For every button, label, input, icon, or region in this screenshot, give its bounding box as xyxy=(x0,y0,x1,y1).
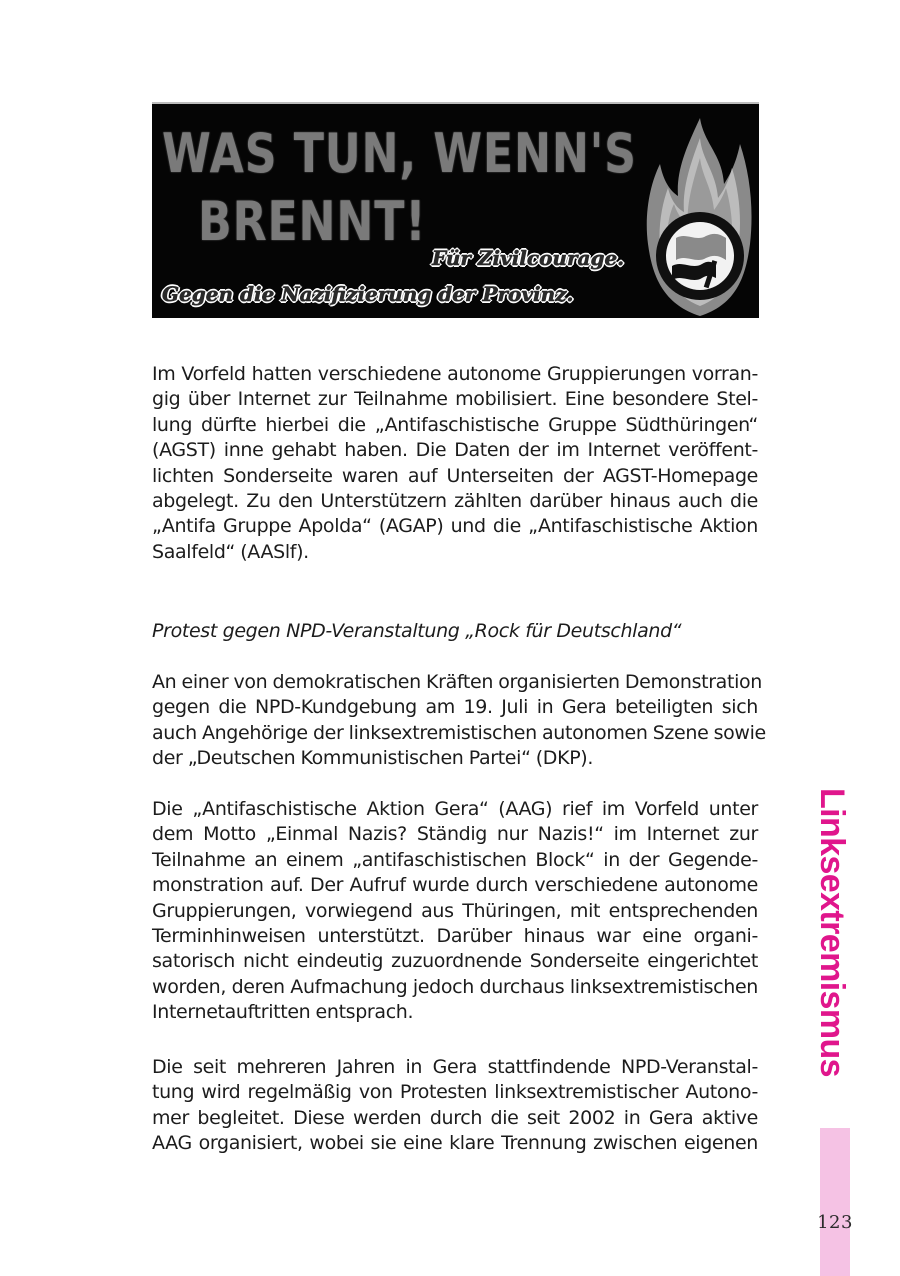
paragraph-2 xyxy=(152,670,766,772)
banner-image xyxy=(152,102,759,318)
banner-headline-line2: BRENNT! xyxy=(198,190,427,253)
text-line: monstration auf. Der Aufruf wurde durch verschiedene autonome xyxy=(152,874,758,897)
text-line: Saalfeld“ (AASlf). xyxy=(152,540,309,563)
text-line: auch Angehörige der linksextremistischen autonomen Szene sowie xyxy=(152,721,766,744)
text-line: der „Deutschen Kommunistischen Partei“ (DKP). xyxy=(152,747,594,770)
text-line: mer begleitet. Diese werden durch die seit 2002 in Gera aktive xyxy=(152,1106,758,1129)
section-heading: Protest gegen NPD-Veranstaltung „Rock für Deutschland“ xyxy=(152,620,682,642)
text-line: gig über Internet zur Teilnahme mobilisiert. Eine besondere Stel- xyxy=(152,388,758,411)
section-side-title: Linksextremismus xyxy=(813,788,851,1077)
banner-slogan-line2: Gegen die Nazifizierung der Provinz. xyxy=(162,282,574,306)
text-line: satorisch nicht eindeutig zuzuordnende Sonderseite eingerichtet xyxy=(152,950,758,973)
text-line: worden, deren Aufmachung jedoch durchaus linksextremistischen xyxy=(152,975,758,998)
text-line: An einer von demokratischen Kräften organisierten Demonstration xyxy=(152,671,762,693)
text-line: abgelegt. Zu den Unterstützern zählten darüber hinaus auch die xyxy=(152,490,758,513)
text-line: dem Motto „Einmal Nazis? Ständig nur Nazis!“ im Internet zur xyxy=(152,823,758,846)
text-line: Internetauftritten entsprach. xyxy=(152,1001,414,1024)
antifa-flame-logo-icon xyxy=(642,114,757,318)
text-line: Terminhinweisen unterstützt. Darüber hinaus war eine organi- xyxy=(152,925,758,948)
text-line: gegen die NPD-Kundgebung am 19. Juli in Gera beteiligten sich xyxy=(152,696,758,719)
text-line: (AGST) inne gehabt haben. Die Daten der im Internet veröffent- xyxy=(152,439,758,462)
page-number: 123 xyxy=(817,1212,853,1233)
text-line: lung dürfte hierbei die „Antifaschistische Gruppe Südthüringen“ xyxy=(152,413,758,436)
text-line: „Antifa Gruppe Apolda“ (AGAP) und die „Antifaschistische Aktion xyxy=(152,515,758,538)
text-line: Die „Antifaschistische Aktion Gera“ (AAG) rief im Vorfeld unter xyxy=(152,798,758,820)
text-line: Die seit mehreren Jahren in Gera stattfindende NPD-Veranstal- xyxy=(152,1056,758,1078)
paragraph-4 xyxy=(152,1055,758,1157)
text-line: Teilnahme an einem „antifaschistischen Block“ in der Gegende- xyxy=(152,848,758,871)
text-line: Im Vorfeld hatten verschiedene autonome Gruppierungen vorran- xyxy=(152,363,758,385)
text-line: lichten Sonderseite waren auf Unterseiten der AGST-Homepage xyxy=(152,464,758,487)
paragraph-1 xyxy=(152,362,758,565)
text-line: Gruppierungen, vorwiegend aus Thüringen, mit entsprechenden xyxy=(152,899,758,922)
paragraph-3 xyxy=(152,797,758,1026)
text-line: AAG organisiert, wobei sie eine klare Trennung zwischen eigenen xyxy=(152,1132,758,1155)
text-line: tung wird regelmäßig von Protesten linksextremistischer Autono- xyxy=(152,1081,758,1104)
banner-headline-line1: WAS TUN, WENN'S xyxy=(162,122,637,185)
banner-slogan-line1: Für Zivilcourage. xyxy=(432,246,625,270)
section-tab-bar xyxy=(820,1128,850,1276)
